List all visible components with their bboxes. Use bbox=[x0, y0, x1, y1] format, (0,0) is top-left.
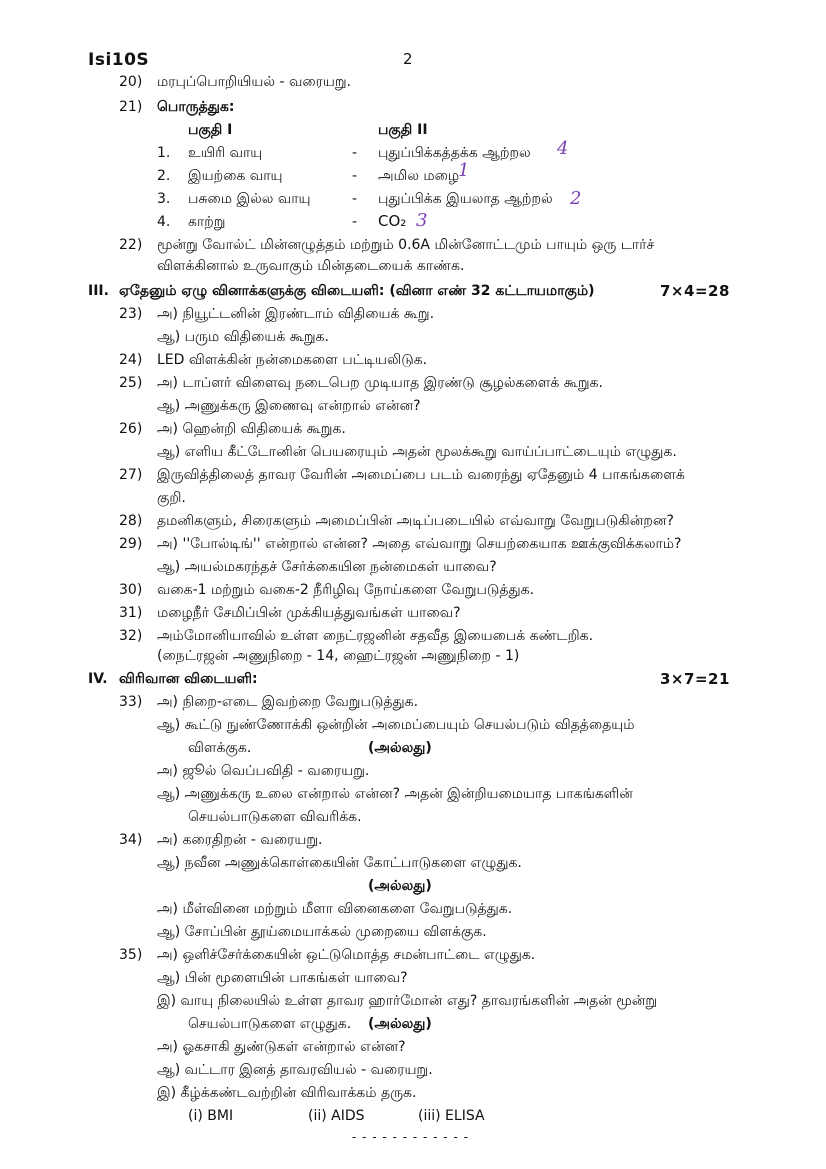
page-number: 2 bbox=[403, 50, 413, 68]
match-right-item: புதுப்பிக்கத்தக்க ஆற்றல bbox=[378, 145, 531, 161]
match-left-item: காற்று bbox=[188, 214, 226, 230]
question-number: 29) bbox=[119, 536, 143, 552]
handwritten-mark: 2 bbox=[570, 188, 582, 209]
question-number: 25) bbox=[119, 375, 143, 391]
match-right-item: CO₂ bbox=[378, 212, 407, 230]
section-instruction: ஏதேனும் ஏழு வினாக்களுக்கு விடையளி: (வினா எண் 32 கட்டாயமாகும்) bbox=[119, 283, 595, 299]
question-part: ஆ) எளிய கீட்டோனின் பெயரையும் அதன் மூலக்கூறு வாய்ப்பாட்டையும் எழுதுக. bbox=[157, 444, 677, 460]
question-part: அ) நியூட்டனின் இரண்டாம் விதியைக் கூறு. bbox=[157, 306, 435, 322]
question-part: விளக்குக. bbox=[188, 740, 252, 756]
question-part: இ) கீழ்க்கண்டவற்றின் விரிவாக்கம் தருக. bbox=[157, 1085, 417, 1101]
section-label: IV. bbox=[88, 671, 108, 687]
question-number: 28) bbox=[119, 513, 143, 529]
handwritten-mark: 3 bbox=[416, 210, 428, 231]
match-right-item: அமில மழை bbox=[378, 168, 460, 184]
question-text: விளக்கினால் உருவாகும் மின்தடையைக் காண்க. bbox=[157, 258, 465, 274]
question-number: 32) bbox=[119, 628, 143, 644]
question-number: 21) bbox=[119, 99, 143, 115]
question-part: அ) ஹென்றி விதியைக் கூறுக. bbox=[157, 421, 346, 437]
question-part: ஆ) அணுக்கரு இணைவு என்றால் என்ன? bbox=[157, 398, 421, 414]
question-part: அ) நிறை-எடை இவற்றை வேறுபடுத்துக. bbox=[157, 694, 419, 710]
match-row-number: 2. bbox=[157, 168, 171, 184]
question-part: ஆ) அயல்மகரந்தச் சேர்க்கையின நன்மைகள் யாவை? bbox=[157, 559, 497, 575]
question-number: 22) bbox=[119, 237, 143, 253]
question-part: அ) ''போல்டிங்'' என்றால் என்ன? அதை எவ்வாறு செயற்கையாக ஊக்குவிக்கலாம்? bbox=[157, 536, 682, 552]
question-text: அம்மோனியாவில் உள்ள நைட்ரஜனின் சதவீத இயைபைக் கண்டறிக. bbox=[157, 628, 594, 644]
question-part: அ) ஜூல் வெப்பவிதி - வரையறு. bbox=[157, 763, 370, 779]
end-rule: - - - - - - - - - - - - bbox=[352, 1130, 469, 1144]
section-marks: 7×4=28 bbox=[660, 282, 730, 300]
question-text: LED விளக்கின் நன்மைகளை பட்டியலிடுக. bbox=[157, 352, 428, 368]
question-text: தமனிகளும், சிரைகளும் அமைப்பின் அடிப்படையில் எவ்வாறு வேறுபடுகின்றன? bbox=[157, 513, 674, 529]
question-text: மரபுப்பொறியியல் - வரையறு. bbox=[157, 74, 351, 90]
match-separator: - bbox=[352, 214, 358, 230]
section-instruction: விரிவான விடையளி: bbox=[119, 671, 258, 687]
question-part: ஆ) கூட்டு நுண்ணோக்கி ஒன்றின் அமைப்பையும் செயல்படும் விதத்தையும் bbox=[157, 717, 635, 733]
match-separator: - bbox=[352, 191, 358, 207]
question-text: இருவித்திலைத் தாவர வேரின் அமைப்பை படம் வரைந்து ஏதேனும் 4 பாகங்களைக் bbox=[157, 467, 685, 483]
expansion-item: (i) BMI bbox=[188, 1108, 234, 1124]
question-part: ஆ) அணுக்கரு உலை என்றால் என்ன? அதன் இன்றியமையாத பாகங்களின் bbox=[157, 786, 633, 802]
or-separator: (அல்லது) bbox=[368, 740, 432, 756]
question-part: ஆ) நவீன அணுக்கொள்கையின் கோட்பாடுகளை எழுதுக. bbox=[157, 855, 522, 871]
match-left-item: பசுமை இல்ல வாயு bbox=[188, 191, 311, 207]
question-part: செயல்பாடுகளை எழுதுக. bbox=[188, 1016, 352, 1032]
question-part: ஆ) வட்டார இனத் தாவரவியல் - வரையறு. bbox=[157, 1062, 433, 1078]
question-number: 23) bbox=[119, 306, 143, 322]
question-text: வகை-1 மற்றும் வகை-2 நீரிழிவு நோய்களை வேறுபடுத்துக. bbox=[157, 582, 535, 598]
question-number: 20) bbox=[119, 74, 143, 90]
expansion-item: (ii) AIDS bbox=[308, 1108, 365, 1124]
question-part: அ) டாப்ளர் விளைவு நடைபெற முடியாத இரண்டு சூழல்களைக் கூறுக. bbox=[157, 375, 603, 391]
handwritten-mark: 4 bbox=[557, 138, 569, 159]
question-part: செயல்பாடுகளை விவரிக்க. bbox=[188, 809, 362, 825]
match-row-number: 3. bbox=[157, 191, 171, 207]
match-left-item: உயிரி வாயு bbox=[188, 145, 263, 161]
question-text: மழைநீர் சேமிப்பின் முக்கியத்துவங்கள் யாவை? bbox=[157, 605, 461, 621]
handwritten-mark: 1 bbox=[458, 160, 470, 181]
question-part: ஆ) பின் மூளையின் பாகங்கள் யாவை? bbox=[157, 970, 408, 986]
match-separator: - bbox=[352, 168, 358, 184]
question-note: (நைட்ரஜன் அணுநிறை - 14, ஹைட்ரஜன் அணுநிறை - 1) bbox=[157, 648, 520, 664]
question-number: 24) bbox=[119, 352, 143, 368]
question-part: அ) ஒளிச்சேர்க்கையின் ஒட்டுமொத்த சமன்பாட்டை எழுதுக. bbox=[157, 947, 536, 963]
match-row-number: 4. bbox=[157, 214, 171, 230]
section-marks: 3×7=21 bbox=[660, 670, 730, 688]
question-part: ஆ) பரும விதியைக் கூறுக. bbox=[157, 329, 329, 345]
question-part: ஆ) சோப்பின் தூய்மையாக்கல் முறையை விளக்குக. bbox=[157, 924, 487, 940]
match-column-1-heading: பகுதி I bbox=[188, 122, 233, 138]
or-separator: (அல்லது) bbox=[368, 878, 432, 894]
question-number: 27) bbox=[119, 467, 143, 483]
section-label: III. bbox=[88, 283, 109, 299]
expansion-item: (iii) ELISA bbox=[418, 1108, 485, 1124]
question-part: அ) கரைதிறன் - வரையறு. bbox=[157, 832, 323, 848]
match-row-number: 1. bbox=[157, 145, 171, 161]
question-part: இ) வாயு நிலையில் உள்ள தாவர ஹார்மோன் எது? தாவரங்களின் அதன் மூன்று bbox=[157, 993, 658, 1009]
question-text: குறி. bbox=[157, 490, 186, 506]
question-number: 33) bbox=[119, 694, 143, 710]
question-number: 34) bbox=[119, 832, 143, 848]
or-separator: (அல்லது) bbox=[368, 1016, 432, 1032]
question-number: 26) bbox=[119, 421, 143, 437]
question-part: அ) மீள்வினை மற்றும் மீளா வினைகளை வேறுபடுத்துக. bbox=[157, 901, 513, 917]
question-part: அ) ஓகசாகி துண்டுகள் என்றால் என்ன? bbox=[157, 1039, 406, 1055]
question-text: மூன்று வோல்ட் மின்னழுத்தம் மற்றும் 0.6A மின்னோட்டமும் பாயும் ஒரு டார்ச் bbox=[157, 237, 655, 253]
match-separator: - bbox=[352, 145, 358, 161]
question-number: 30) bbox=[119, 582, 143, 598]
question-text: பொருத்துக: bbox=[157, 99, 235, 115]
question-number: 35) bbox=[119, 947, 143, 963]
match-column-2-heading: பகுதி II bbox=[378, 122, 428, 138]
paper-code: Isi10S bbox=[88, 50, 150, 70]
question-number: 31) bbox=[119, 605, 143, 621]
match-left-item: இயற்கை வாயு bbox=[188, 168, 283, 184]
match-right-item: புதுப்பிக்க இயலாத ஆற்றல் bbox=[378, 191, 553, 207]
